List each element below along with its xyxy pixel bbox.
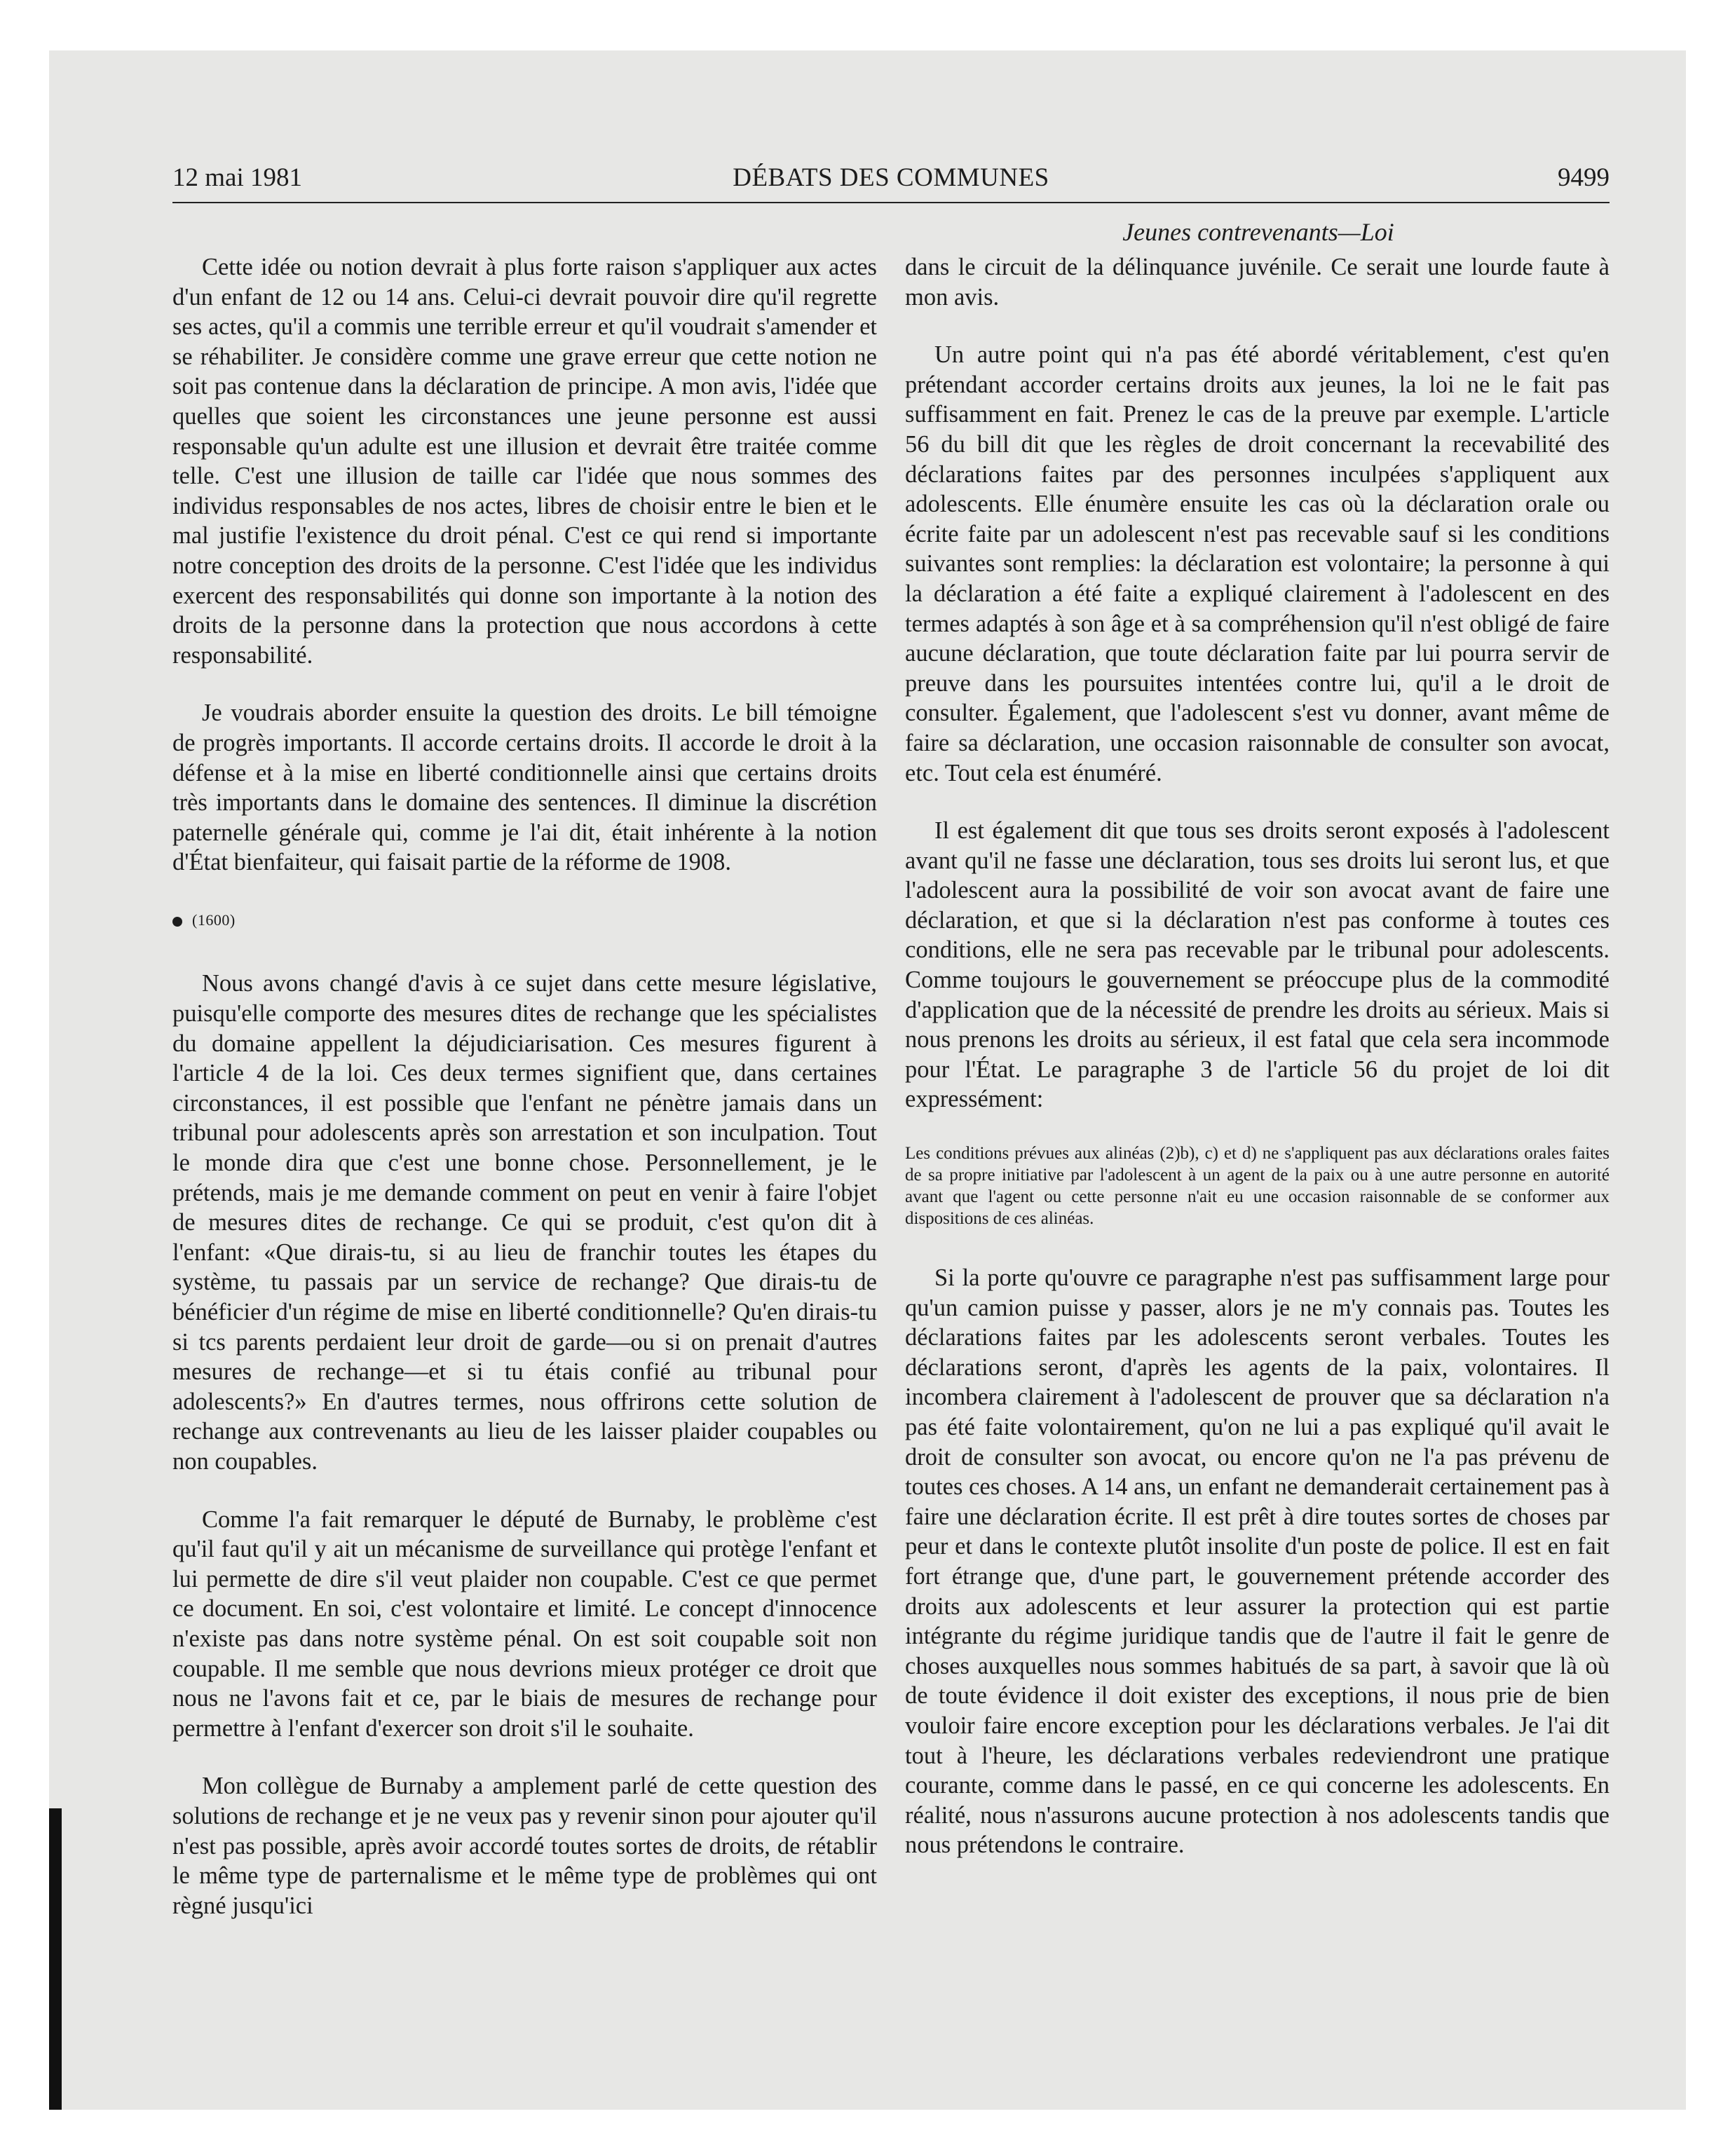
- page-header: [172, 163, 1610, 205]
- left-paragraph-1: Cette idée ou notion devrait à plus forte raison s'appliquer aux actes d'un enfant de 12 ou 14 ans. Celui-ci devrait pouvoir dire qu'il regrette ses actes, qu'il a commis une terrible erreur et qu'il voudrait s'amender et se réhabiliter. Je considère comme une grave erreur que cette notion ne soit pas contenue dans la déclaration de principe. A mon avis, l'idée que quelles que soient les circonstances une jeune personne est aussi responsable qu'un adulte est une illusion et devrait être traitée comme telle. C'est une illusion de taille car l'idée que nous sommes des individus responsables de nos actes, libres de choisir entre le bien et le mal justifie l'existence du droit pénal. C'est ce qui rend si importante notre conception des droits de la personne. C'est l'idée que les individus exercent des responsabilités qui donne son importante à la notion des droits de la personne dans la protection que nous accordons à cette responsabilité.: [172, 254, 877, 669]
- scan-edge-shadow: [49, 1808, 62, 2110]
- right-paragraph-continued: dans le circuit de la délinquance juvénile. Ce serait une lourde faute à mon avis.: [905, 254, 1610, 311]
- left-paragraph-2: Je voudrais aborder ensuite la question des droits. Le bill témoigne de progrès importants. Il accorde certains droits. Il accorde le droit à la défense et à la mise en liberté conditionnelle ainsi que certains droits très importants dans le domaine des sentences. Il diminue la discrétion paternelle générale qui, comme je l'ai dit, était inhérente à la notion d'État bienfaiteur, qui faisait partie de la réforme de 1908.: [172, 700, 877, 876]
- right-paragraph-2: Il est également dit que tous ses droits seront exposés à l'adolescent avant qu'il ne fasse une déclaration, tous ses droits lui seront lus, et que l'adolescent aura la possibilité de voir son avocat avant de faire une déclaration, et que si la déclaration n'est pas conforme à toutes ces conditions, elle ne sera pas recevable par le tribunal pour adolescents. Comme toujours le gouvernement se préoccupe plus de la commodité d'application que de la nécessité de prendre les droits au sérieux. Mais si nous prenons les droits au sérieux, il est fatal que cela sera incommode pour l'État. Le paragraphe 3 de l'article 56 du projet de loi dit expressément:: [905, 817, 1610, 1113]
- header-date: 12 mai 1981: [172, 163, 302, 192]
- time-marker: [172, 906, 877, 936]
- right-paragraph-1: Un autre point qui n'a pas été abordé véritablement, c'est qu'en prétendant accorder certains droits aux jeunes, la loi ne le fait pas suffisamment en fait. Prenez le cas de la preuve par exemple. L'article 56 du bill dit que les règles de droit concernant la recevabilité des déclarations faites par des personnes inculpées s'appliquent aux adolescents. Elle énumère ensuite les cas où la déclaration orale ou écrite faite par un adolescent n'est pas recevable sauf si les conditions suivantes sont remplies: la déclaration est volontaire; la personne à qui la déclaration a été faite a expliqué clairement à l'adolescent en des termes adaptés à son âge et à sa compréhension qu'il n'est obligé de faire aucune déclaration, que toute déclaration faite par lui pourra servir de preuve dans les poursuites intentées contre lui, qu'il a le droit de consulter. Également, que l'adolescent s'est vu donner, avant même de faire sa déclaration, une occasion raisonnable de consulter son avocat, etc. Tout cela est énuméré.: [905, 341, 1610, 786]
- header-rule: [172, 202, 1610, 203]
- right-column: [905, 252, 1610, 1888]
- quoted-legislation: Les conditions prévues aux alinéas (2)b), c) et d) ne s'appliquent pas aux déclarations orales faites de sa propre initiative par l'adolescent à un agent de la paix ou à une autre personne en autorité avant que l'agent ou cette personne n'ait eu une occasion raisonnable de se conformer aux dispositions de ces alinéas.: [905, 1144, 1610, 1229]
- left-paragraph-5: Mon collègue de Burnaby a amplement parlé de cette question des solutions de rechange et je ne veux pas y revenir sinon pour ajouter qu'il n'est pas possible, après avoir accordé toutes sortes de droits, de rétablir le même type de parternalisme et le même type de problèmes qui ont règné jusqu'ici: [172, 1773, 877, 1919]
- header-title: DÉBATS DES COMMUNES: [733, 163, 1049, 192]
- page-number: 9499: [1558, 163, 1610, 192]
- left-column: [172, 252, 877, 1949]
- time-marker-label: (1600): [192, 910, 236, 929]
- running-subject: Jeunes contrevenants—Loi: [1122, 218, 1394, 246]
- bullet-icon: [172, 917, 182, 927]
- left-paragraph-4: Comme l'a fait remarquer le député de Burnaby, le problème c'est qu'il faut qu'il y ait un mécanisme de surveillance qui protège l'enfant et lui permette de dire s'il veut plaider non coupable. C'est ce que permet ce document. En soi, c'est volontaire et limité. Le concept d'innocence n'existe pas dans notre système pénal. On est soit coupable soit non coupable. Il me semble que nous devrions mieux protéger ce droit que nous ne l'avons fait et ce, par le biais de mesures de rechange pour permettre à l'enfant d'exercer son droit s'il le souhaite.: [172, 1506, 877, 1742]
- right-paragraph-3: Si la porte qu'ouvre ce paragraphe n'est pas suffisamment large pour qu'un camion puisse y passer, alors je ne m'y connais pas. Toutes les déclarations faites par les adolescents seront verbales. Toutes les déclarations seront, d'après les agents de la paix, volontaires. Il incombera clairement à l'adolescent de prouver que sa déclaration n'a pas été faite volontairement, qu'on ne lui a pas expliqué qu'il avait le droit de consulter son avocat, ou encore qu'on ne l'a pas prévenu de toutes ces choses. A 14 ans, un enfant ne demanderait certainement pas à faire une déclaration écrite. Il est prêt à dire toutes sortes de choses par peur et dans le contexte plutôt insolite d'un poste de police. Il est en fait fort étrange que, d'une part, le gouvernement prétende accorder des droits aux adolescents et leur assurer la protection qui est partie intégrante du régime juridique tandis que de l'autre il fait le genre de choses auxquelles nous sommes habitués de sa part, à savoir que là où de toute évidence il doit exister des exceptions, il nous prie de bien vouloir faire encore exception pour les déclarations verbales. Je l'ai dit tout à l'heure, les déclarations verbales redeviendront une pratique courante, comme dans le passé, en ce qui concerne les adolescents. En réalité, nous n'assurons aucune protection à nos adolescents tandis que nous prétendons le contraire.: [905, 1264, 1610, 1859]
- left-paragraph-3: Nous avons changé d'avis à ce sujet dans cette mesure législative, puisqu'elle comporte des mesures dites de rechange que les spécialistes du domaine appellent la déjudiciarisation. Ces mesures figurent à l'article 4 de la loi. Ces deux termes signifient que, dans certaines circonstances, il est possible que l'enfant ne pénètre jamais dans un tribunal pour adolescents après son arrestation et son inculpation. Tout le monde dira que c'est une bonne chose. Personnellement, je le prétends, mais je me demande comment on peut en venir à faire l'objet de mesures dites de rechange. Ce qui se produit, c'est qu'on dit à l'enfant: «Que dirais-tu, si au lieu de franchir toutes les étapes du système, tu passais par un service de rechange? Que dirais-tu de bénéficier d'un régime de mise en liberté conditionnelle? Qu'en dirais-tu si tcs parents perdaient leur droit de garde—ou si on prenait d'autres mesures de rechange—et si tu étais confié au tribunal pour adolescents?» En d'autres termes, nous offrirons cette solution de rechange aux contrevenants au lieu de les laisser plaider coupables ou non coupables.: [172, 970, 877, 1475]
